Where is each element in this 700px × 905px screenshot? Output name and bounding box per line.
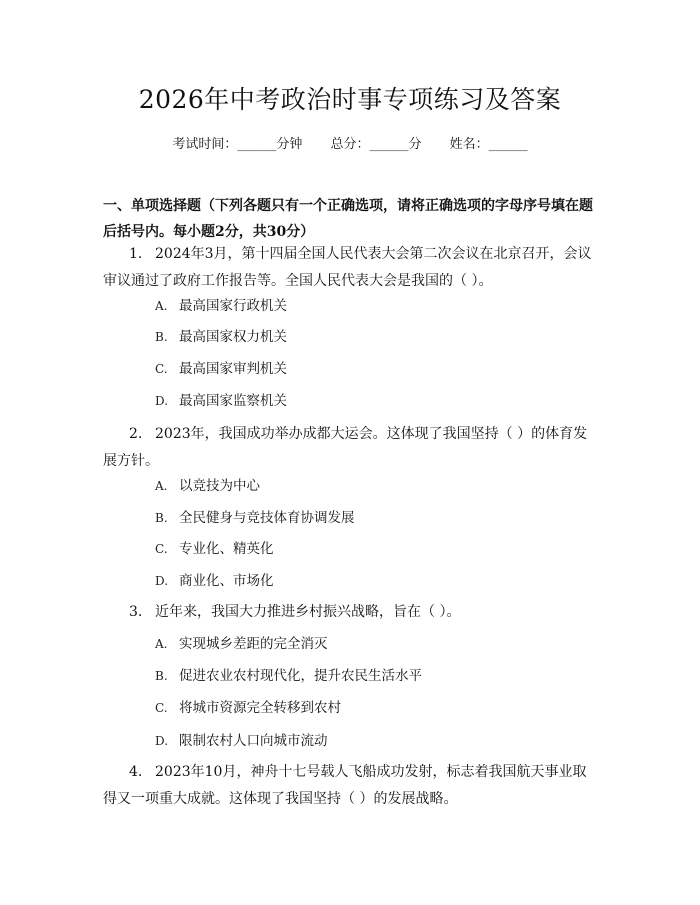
question-3-option-b <box>155 667 422 685</box>
option-text: 以竞技为中心 <box>179 478 260 494</box>
option-text: 商业化、市场化 <box>179 573 274 589</box>
question-number: 2. <box>129 426 143 442</box>
question-3-option-d <box>155 732 328 750</box>
option-letter: D. <box>155 574 169 588</box>
question-3 <box>103 599 598 626</box>
option-letter: A. <box>155 299 168 313</box>
option-letter: D. <box>155 734 169 748</box>
question-2-option-d <box>155 572 274 590</box>
exam-score-field: 总分：______分 <box>330 137 422 152</box>
option-text: 最高国家审判机关 <box>179 361 287 377</box>
question-1-option-a <box>155 297 287 315</box>
question-2-option-a <box>155 477 260 495</box>
question-1-option-d <box>155 392 287 410</box>
option-letter: B. <box>155 511 168 525</box>
student-name-field: 姓名：______ <box>449 137 528 152</box>
question-2 <box>103 421 598 475</box>
question-3-option-c <box>155 699 341 717</box>
question-text: 近年来，我国大力推进乡村振兴战略，旨在（ ）。 <box>155 604 461 620</box>
option-letter: A. <box>155 637 168 651</box>
question-3-option-a <box>155 635 328 653</box>
option-text: 最高国家行政机关 <box>179 298 287 314</box>
question-number: 1. <box>129 246 143 262</box>
option-text: 限制农村人口向城市流动 <box>179 733 328 749</box>
exam-time-field: 考试时间：______分钟 <box>172 137 303 152</box>
option-text: 专业化、精英化 <box>179 541 274 557</box>
section-heading: 一、单项选择题（下列各题只有一个正确选项，请将正确选项的字母序号填在题后括号内。每小题2分，共30分） <box>103 198 593 240</box>
question-4 <box>103 759 598 813</box>
option-letter: C. <box>155 542 168 556</box>
page-title: 2026年中考政治时事专项练习及答案 <box>138 85 562 114</box>
option-text: 将城市资源完全转移到农村 <box>179 700 341 716</box>
question-2-option-c <box>155 540 274 558</box>
option-text: 促进农业农村现代化，提升农民生活水平 <box>179 668 422 684</box>
exam-meta <box>0 133 700 152</box>
question-text: 2023年10月，神舟十七号载人飞船成功发射，标志着我国航天事业取得又一项重大成就。这体现了我国坚持（ ）的发展战略。 <box>103 764 587 807</box>
option-text: 实现城乡差距的完全消灭 <box>179 636 328 652</box>
question-2-option-b <box>155 509 355 527</box>
option-letter: C. <box>155 362 168 376</box>
option-letter: B. <box>155 669 168 683</box>
question-number: 4. <box>129 764 143 780</box>
question-1 <box>103 241 598 295</box>
option-letter: D. <box>155 394 169 408</box>
question-text: 2024年3月，第十四届全国人民代表大会第二次会议在北京召开，会议审议通过了政府工作报告等。全国人民代表大会是我国的（ ）。 <box>103 246 592 289</box>
option-letter: C. <box>155 701 168 715</box>
question-number: 3. <box>129 604 143 620</box>
option-text: 全民健身与竞技体育协调发展 <box>179 510 355 526</box>
option-letter: A. <box>155 479 168 493</box>
question-text: 2023年，我国成功举办成都大运会。这体现了我国坚持（ ）的体育发展方针。 <box>103 426 588 469</box>
question-1-option-b <box>155 328 287 346</box>
question-1-option-c <box>155 360 287 378</box>
option-text: 最高国家监察机关 <box>179 393 287 409</box>
option-text: 最高国家权力机关 <box>179 329 287 345</box>
option-letter: B. <box>155 330 168 344</box>
